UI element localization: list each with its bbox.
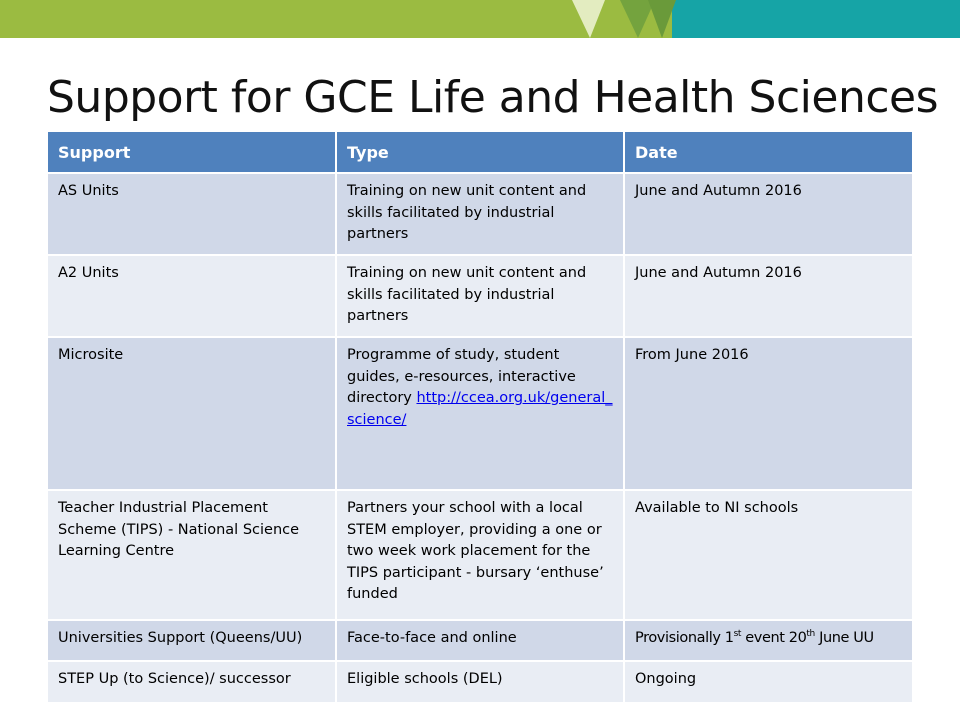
cell-date: June and Autumn 2016 [624, 173, 912, 255]
table-row [48, 337, 912, 490]
cell-type: Eligible schools (DEL) [336, 661, 624, 702]
cell-type [336, 337, 624, 490]
cell-support: AS Units [48, 173, 336, 255]
ordinal-suffix: th [806, 629, 815, 640]
cell-date: June and Autumn 2016 [624, 255, 912, 337]
cell-date: From June 2016 [624, 337, 912, 490]
page-title: Support for GCE Life and Health Sciences [47, 72, 939, 123]
date-text: event 20 [741, 630, 807, 646]
table-row [48, 490, 912, 620]
cell-type: Partners your school with a local STEM employer, providing a one or two week work placement for the TIPS participant - bursary ‘enthuse’ funded [336, 490, 624, 620]
ordinal-suffix: st [733, 629, 742, 640]
cell-type: Training on new unit content and skills facilitated by industrial partners [336, 173, 624, 255]
cell-type-text: Programme of study, student guides, e-resources, interactive directory [347, 347, 576, 406]
header-date: Date [624, 132, 912, 173]
date-text: Provisionally 1 [635, 630, 734, 646]
table-row [48, 173, 912, 255]
support-table [48, 132, 912, 702]
header-support: Support [48, 132, 336, 173]
cell-support: Microsite [48, 337, 336, 490]
cell-support: STEP Up (to Science)/ successor [48, 661, 336, 702]
cell-support: Teacher Industrial Placement Scheme (TIPS) - National Science Learning Centre [48, 490, 336, 620]
cell-support: A2 Units [48, 255, 336, 337]
table-row [48, 620, 912, 661]
cell-date: Available to NI schools [624, 490, 912, 620]
table-header-row [48, 132, 912, 173]
cell-type: Training on new unit content and skills facilitated by industrial partners [336, 255, 624, 337]
cell-date: Ongoing [624, 661, 912, 702]
header-type: Type [336, 132, 624, 173]
microsite-link[interactable]: http://ccea.org.uk/general_science/ [347, 390, 613, 428]
cell-date [624, 620, 912, 661]
cell-support: Universities Support (Queens/UU) [48, 620, 336, 661]
table-row [48, 255, 912, 337]
cell-type: Face-to-face and online [336, 620, 624, 661]
date-text: June UU [814, 630, 874, 646]
table-row [48, 661, 912, 702]
top-decorative-band [0, 0, 960, 38]
